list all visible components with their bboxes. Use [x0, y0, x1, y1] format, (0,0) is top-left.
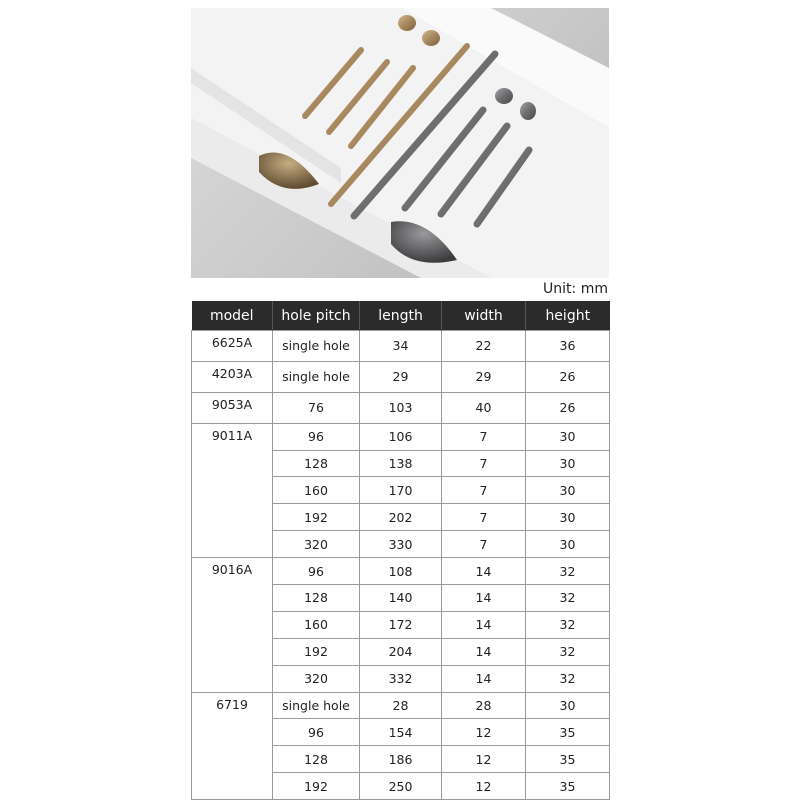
- length-cell: 186: [360, 746, 442, 773]
- hole-pitch-cell: 128: [273, 450, 360, 477]
- hole-pitch-cell: 96: [273, 719, 360, 746]
- col-header-width: width: [442, 301, 526, 331]
- length-cell: 108: [360, 558, 442, 585]
- model-cell: 9016A: [192, 558, 273, 692]
- product-photo: [191, 8, 609, 278]
- model-cell: 4203A: [192, 361, 273, 392]
- length-cell: 29: [360, 361, 442, 392]
- hole-pitch-cell: 128: [273, 585, 360, 612]
- hole-pitch-cell: 160: [273, 611, 360, 638]
- table-header-row: [192, 301, 610, 331]
- hole-pitch-cell: 192: [273, 638, 360, 665]
- width-cell: 14: [442, 665, 526, 692]
- cabinet-handles-illustration: [191, 8, 609, 278]
- gunmetal-knob: [520, 102, 536, 120]
- height-cell: 26: [526, 392, 610, 423]
- hole-pitch-cell: 320: [273, 665, 360, 692]
- hole-pitch-cell: 160: [273, 477, 360, 504]
- col-header-height: height: [526, 301, 610, 331]
- table-row: [192, 423, 610, 450]
- table-row: [192, 331, 610, 362]
- height-cell: 32: [526, 611, 610, 638]
- hole-pitch-cell: 192: [273, 504, 360, 531]
- width-cell: 7: [442, 504, 526, 531]
- width-cell: 7: [442, 477, 526, 504]
- height-cell: 35: [526, 746, 610, 773]
- height-cell: 35: [526, 719, 610, 746]
- width-cell: 12: [442, 719, 526, 746]
- hole-pitch-cell: 128: [273, 746, 360, 773]
- model-cell: 9053A: [192, 392, 273, 423]
- spec-table: [191, 301, 610, 800]
- hole-pitch-cell: single hole: [273, 331, 360, 362]
- height-cell: 26: [526, 361, 610, 392]
- width-cell: 14: [442, 558, 526, 585]
- height-cell: 32: [526, 585, 610, 612]
- length-cell: 154: [360, 719, 442, 746]
- bronze-knob: [398, 15, 416, 31]
- length-cell: 202: [360, 504, 442, 531]
- col-header-model: model: [192, 301, 273, 331]
- model-cell: 9011A: [192, 423, 273, 557]
- width-cell: 28: [442, 692, 526, 719]
- width-cell: 7: [442, 531, 526, 558]
- height-cell: 30: [526, 423, 610, 450]
- height-cell: 32: [526, 638, 610, 665]
- col-header-hole-pitch: hole pitch: [273, 301, 360, 331]
- table-row: [192, 558, 610, 585]
- length-cell: 103: [360, 392, 442, 423]
- height-cell: 36: [526, 331, 610, 362]
- length-cell: 106: [360, 423, 442, 450]
- height-cell: 35: [526, 773, 610, 800]
- gunmetal-knob: [495, 88, 513, 104]
- table-row: [192, 392, 610, 423]
- length-cell: 250: [360, 773, 442, 800]
- col-header-length: length: [360, 301, 442, 331]
- length-cell: 170: [360, 477, 442, 504]
- width-cell: 22: [442, 331, 526, 362]
- length-cell: 172: [360, 611, 442, 638]
- height-cell: 30: [526, 692, 610, 719]
- length-cell: 204: [360, 638, 442, 665]
- height-cell: 32: [526, 558, 610, 585]
- width-cell: 12: [442, 746, 526, 773]
- height-cell: 30: [526, 477, 610, 504]
- unit-label: Unit: mm: [543, 281, 608, 297]
- length-cell: 34: [360, 331, 442, 362]
- height-cell: 30: [526, 450, 610, 477]
- width-cell: 14: [442, 585, 526, 612]
- model-cell: 6625A: [192, 331, 273, 362]
- height-cell: 30: [526, 504, 610, 531]
- width-cell: 7: [442, 450, 526, 477]
- length-cell: 332: [360, 665, 442, 692]
- width-cell: 29: [442, 361, 526, 392]
- length-cell: 330: [360, 531, 442, 558]
- hole-pitch-cell: 96: [273, 423, 360, 450]
- table-row: [192, 361, 610, 392]
- height-cell: 32: [526, 665, 610, 692]
- hole-pitch-cell: 320: [273, 531, 360, 558]
- height-cell: 30: [526, 531, 610, 558]
- bronze-knob: [422, 30, 440, 46]
- hole-pitch-cell: 76: [273, 392, 360, 423]
- width-cell: 40: [442, 392, 526, 423]
- model-cell: 6719: [192, 692, 273, 800]
- table-row: [192, 692, 610, 719]
- width-cell: 14: [442, 611, 526, 638]
- width-cell: 12: [442, 773, 526, 800]
- length-cell: 140: [360, 585, 442, 612]
- width-cell: 14: [442, 638, 526, 665]
- hole-pitch-cell: single hole: [273, 692, 360, 719]
- hole-pitch-cell: single hole: [273, 361, 360, 392]
- table-body: [192, 331, 610, 800]
- length-cell: 138: [360, 450, 442, 477]
- hole-pitch-cell: 96: [273, 558, 360, 585]
- hole-pitch-cell: 192: [273, 773, 360, 800]
- length-cell: 28: [360, 692, 442, 719]
- width-cell: 7: [442, 423, 526, 450]
